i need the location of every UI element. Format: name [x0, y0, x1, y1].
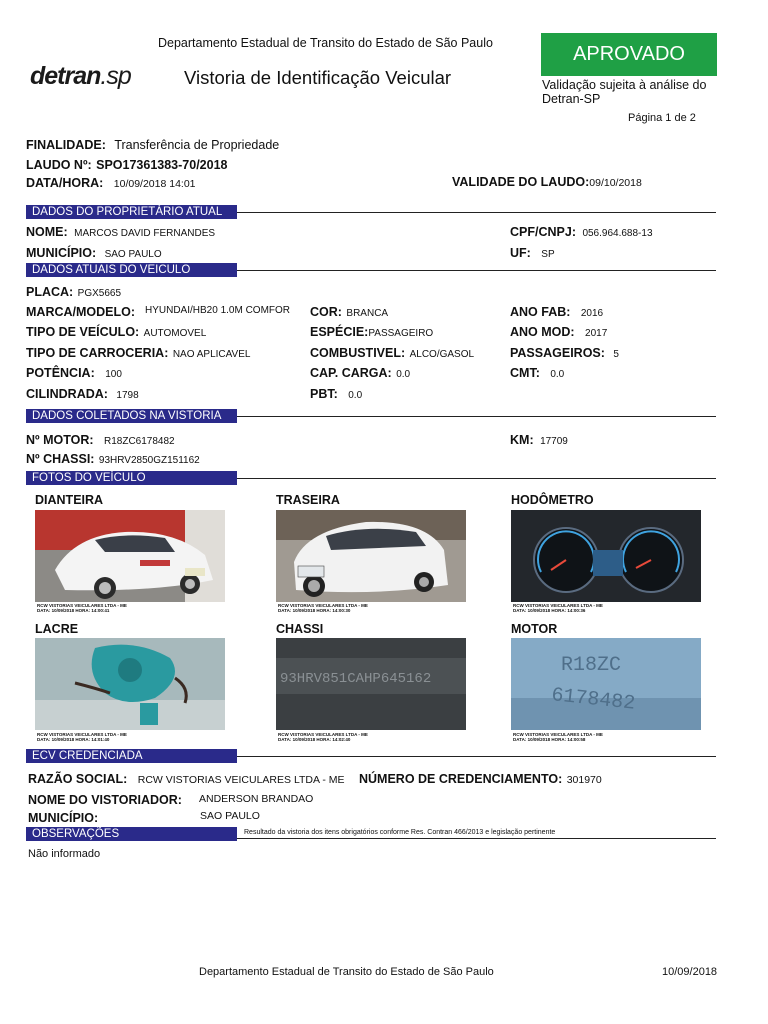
datahora-value: 10/09/2018 14:01	[113, 178, 196, 190]
cmt-value: 0.0	[550, 369, 565, 380]
cilindrada-row	[26, 385, 139, 403]
cmt-label: CMT:	[510, 366, 540, 380]
cpf-row	[510, 223, 653, 241]
municipio-label: MUNICÍPIO:	[26, 246, 97, 260]
photo-label-hodometro: HODÔMETRO	[511, 493, 594, 507]
motor-label: Nº MOTOR:	[26, 433, 94, 447]
km-label: KM:	[510, 433, 534, 447]
laudo-label: LAUDO Nº:	[26, 158, 92, 172]
datahora-row	[26, 174, 196, 192]
photo-label-chassi: CHASSI	[276, 622, 324, 636]
credenciamento-row	[359, 770, 602, 788]
section-observacoes: OBSERVAÇÕES	[26, 827, 237, 841]
logo-main: detran	[30, 62, 101, 90]
photo-label-traseira: TRASEIRA	[276, 493, 340, 507]
razao-label: RAZÃO SOCIAL:	[28, 772, 128, 786]
placa-row	[26, 283, 121, 301]
passageiros-row	[510, 344, 619, 362]
car-rear-image	[276, 510, 466, 602]
validade-value: 09/10/2018	[589, 177, 642, 189]
anomod-value: 2017	[585, 328, 608, 339]
capcarga-label: CAP. CARGA:	[310, 366, 392, 380]
photo-caption	[37, 603, 237, 613]
marca-value: HYUNDAI/HB20 1.0M COMFOR	[145, 305, 291, 316]
marca-row	[26, 303, 135, 321]
tipo-row	[26, 323, 206, 341]
marca-label: MARCA/MODELO:	[26, 305, 136, 319]
validation-note: Validação sujeita à análise do Detran-SP	[542, 78, 707, 106]
cor-row	[310, 303, 388, 321]
section-coletados: DADOS COLETADOS NA VISTORIA	[26, 409, 237, 423]
razao-row	[28, 770, 345, 788]
caption-company: RCW VISTORIAS VEICULARES LTDA - ME	[278, 603, 368, 608]
placa-label: PLACA:	[26, 285, 74, 299]
laudo-value: SPO17361383-70/2018	[96, 158, 228, 172]
chassi-row	[26, 450, 200, 468]
anofab-label: ANO FAB:	[510, 305, 571, 319]
photo-caption	[278, 603, 478, 613]
status-badge: APROVADO	[541, 33, 717, 76]
chassis-engraving: 93HRV851CAHP645162	[280, 671, 432, 687]
footer-date: 10/09/2018	[662, 966, 718, 978]
photo-motor	[511, 638, 701, 730]
potencia-value: 100	[105, 369, 122, 380]
cmt-row	[510, 364, 564, 382]
caption-date: DATA: 10/09/2018 HORA: 14:00:30	[278, 608, 351, 613]
carroceria-row	[26, 344, 250, 362]
header-department: Departamento Estadual de Transito do Estado de São Paulo	[158, 36, 493, 50]
pbt-label: PBT:	[310, 387, 338, 401]
footer-department: Departamento Estadual de Transito do Estado de São Paulo	[199, 966, 494, 978]
carroceria-label: TIPO DE CARROCERIA:	[26, 346, 169, 360]
validade-label: VALIDADE DO LAUDO:	[452, 175, 590, 189]
caption-company: RCW VISTORIAS VEICULARES LTDA - ME	[513, 603, 603, 608]
vistoriador-label: NOME DO VISTORIADOR:	[28, 793, 182, 807]
photo-caption	[513, 732, 713, 742]
combustivel-row	[310, 344, 474, 362]
ecv-municipio-value: SAO PAULO	[200, 810, 260, 822]
engine-engraving-2: 6178482	[550, 684, 637, 716]
passageiros-value: 5	[613, 349, 619, 360]
section-ecv: ECV CREDENCIADA	[26, 749, 237, 763]
anomod-row	[510, 323, 607, 341]
caption-date: DATA: 10/09/2018 HORA: 14:00:36	[513, 608, 586, 613]
finalidade-label: FINALIDADE:	[26, 138, 106, 152]
chassi-value: 93HRV2850GZ151162	[98, 455, 200, 466]
passageiros-label: PASSAGEIROS:	[510, 346, 605, 360]
section-fotos: FOTOS DO VEÍCULO	[26, 471, 237, 485]
section-veiculo: DADOS ATUAIS DO VEICULO	[26, 263, 237, 277]
observacoes-text: Não informado	[28, 848, 101, 860]
tipo-label: TIPO DE VEÍCULO:	[26, 325, 140, 339]
page-title: Vistoria de Identificação Veicular	[184, 67, 452, 88]
seal-image	[35, 638, 225, 730]
km-row	[510, 431, 568, 449]
anofab-value: 2016	[580, 308, 604, 319]
validade-row	[452, 173, 642, 191]
motor-value: R18ZC6178482	[103, 436, 175, 447]
cpf-value: 056.964.688-13	[582, 228, 653, 239]
caption-date: DATA: 10/09/2018 HORA: 14:00:58	[513, 737, 586, 742]
motor-row	[26, 431, 175, 449]
finalidade-row	[26, 136, 279, 154]
anomod-label: ANO MOD:	[510, 325, 575, 339]
engine-engraving-1: R18ZC	[561, 654, 622, 677]
credenciamento-value: 301970	[566, 774, 602, 786]
anofab-row	[510, 303, 603, 321]
km-value: 17709	[540, 436, 568, 447]
especie-row	[310, 323, 433, 341]
capcarga-row	[310, 364, 410, 382]
cilindrada-label: CILINDRADA:	[26, 387, 108, 401]
chassis-image	[276, 638, 466, 730]
chassi-label: Nº CHASSI:	[26, 452, 95, 466]
photo-chassi	[276, 638, 466, 730]
page-number: Página 1 de 2	[628, 112, 696, 124]
caption-company: RCW VISTORIAS VEICULARES LTDA - ME	[37, 603, 127, 608]
tipo-value: AUTOMOVEL	[143, 328, 207, 339]
photo-caption	[37, 732, 237, 742]
carroceria-value: NAO APLICAVEL	[172, 349, 251, 360]
nome-value: MARCOS DAVID FERNANDES	[74, 228, 216, 239]
photo-caption	[278, 732, 478, 742]
potencia-label: POTÊNCIA:	[26, 366, 95, 380]
ecv-municipio-label: MUNICÍPIO:	[28, 811, 99, 825]
cor-value: BRANCA	[346, 308, 389, 319]
caption-date: DATA: 10/09/2018 HORA: 14:00:41	[37, 608, 110, 613]
laudo-row	[26, 156, 228, 174]
ecv-municipio-row	[28, 809, 98, 827]
especie-label: ESPÉCIE:	[310, 325, 369, 339]
photo-label-lacre: LACRE	[35, 622, 79, 636]
nome-row	[26, 223, 215, 241]
uf-row	[510, 244, 555, 262]
combustivel-label: COMBUSTIVEL:	[310, 346, 406, 360]
photo-lacre	[35, 638, 225, 730]
caption-company: RCW VISTORIAS VEICULARES LTDA - ME	[37, 732, 127, 737]
photo-hodometro	[511, 510, 701, 602]
razao-value: RCW VISTORIAS VEICULARES LTDA - ME	[137, 774, 345, 786]
vistoriador-value: ANDERSON BRANDAO	[199, 793, 314, 805]
credenciamento-label: NÚMERO DE CREDENCIAMENTO:	[359, 772, 563, 786]
municipio-value: SAO PAULO	[104, 249, 162, 260]
vistoriador-row	[28, 791, 182, 809]
especie-value: PASSAGEIRO	[368, 328, 434, 339]
pbt-value: 0.0	[348, 390, 363, 401]
odometer-image	[511, 510, 701, 602]
photo-traseira	[276, 510, 466, 602]
placa-value: PGX5665	[77, 288, 122, 299]
caption-date: DATA: 10/09/2018 HORA: 14:01:40	[37, 737, 110, 742]
photo-label-motor: MOTOR	[511, 622, 558, 636]
photo-caption	[513, 603, 713, 613]
observacoes-note: Resultado da vistoria dos itens obrigatórios conforme Res. Contran 466/2013 e legislação pertinente	[244, 829, 556, 836]
potencia-row	[26, 364, 122, 382]
photo-dianteira	[35, 510, 225, 602]
caption-date: DATA: 10/09/2018 HORA: 14:02:40	[278, 737, 351, 742]
car-front-image	[35, 510, 225, 602]
cor-label: COR:	[310, 305, 342, 319]
detran-logo	[30, 62, 131, 91]
logo-suffix: .sp	[100, 62, 131, 90]
combustivel-value: ALCO/GASOL	[409, 349, 475, 360]
datahora-label: DATA/HORA:	[26, 176, 104, 190]
cpf-label: CPF/CNPJ:	[510, 225, 576, 239]
cilindrada-value: 1798	[116, 390, 139, 401]
photo-label-dianteira: DIANTEIRA	[35, 493, 104, 507]
municipio-row	[26, 244, 162, 262]
caption-company: RCW VISTORIAS VEICULARES LTDA - ME	[278, 732, 368, 737]
finalidade-value: Transferência de Propriedade	[114, 138, 280, 152]
capcarga-value: 0.0	[396, 369, 411, 380]
nome-label: NOME:	[26, 225, 68, 239]
engine-image	[511, 638, 701, 730]
uf-value: SP	[541, 249, 555, 260]
uf-label: UF:	[510, 246, 531, 260]
caption-company: RCW VISTORIAS VEICULARES LTDA - ME	[513, 732, 603, 737]
pbt-row	[310, 385, 362, 403]
section-proprietario: DADOS DO PROPRIETÁRIO ATUAL	[26, 205, 237, 219]
